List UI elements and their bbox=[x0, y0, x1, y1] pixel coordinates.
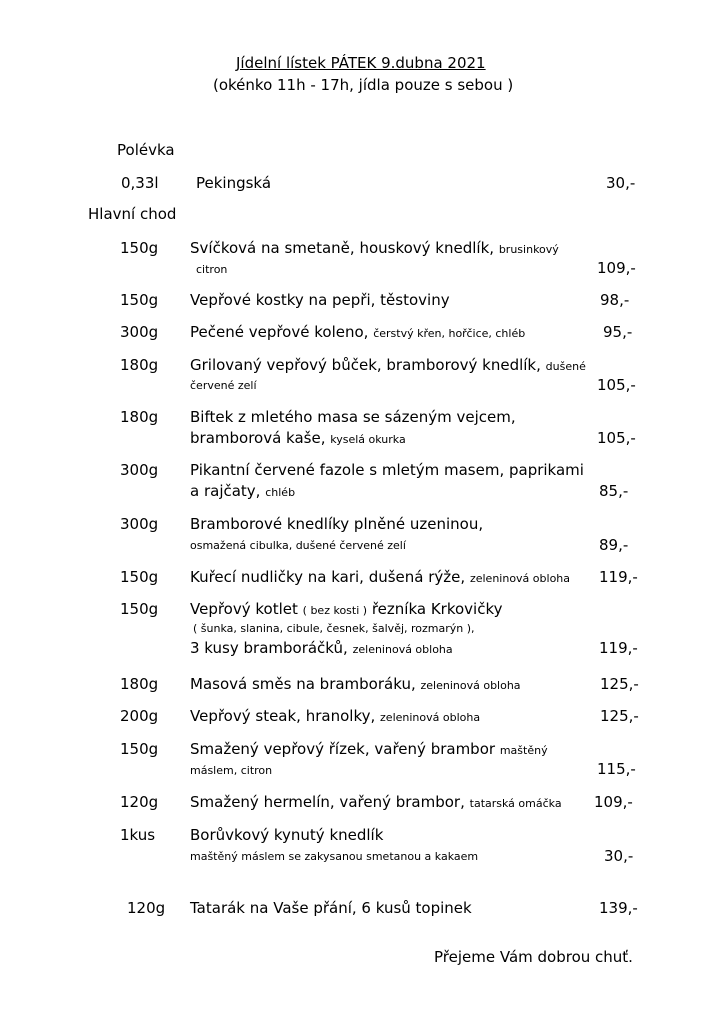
item-weight: 150g bbox=[120, 740, 159, 758]
item-name-text: Masová směs na bramboráku, bbox=[190, 675, 416, 693]
item-side: zeleninová obloha bbox=[469, 572, 571, 585]
item-weight: 180g bbox=[120, 675, 159, 693]
item-weight: 150g bbox=[120, 239, 159, 257]
item-side: maštěný bbox=[499, 744, 548, 757]
special-price: 139,- bbox=[599, 899, 638, 917]
item-weight: 150g bbox=[120, 568, 159, 586]
item-line2-text: a rajčaty, bbox=[190, 482, 261, 500]
item-price: 89,- bbox=[599, 536, 629, 554]
item-name: Biftek z mletého masa se sázeným vejcem, bbox=[190, 408, 516, 426]
item-side: zeleninová obloha bbox=[352, 643, 453, 656]
item-price: 119,- bbox=[599, 639, 638, 657]
item-price: 125,- bbox=[600, 707, 639, 725]
item-weight: 150g bbox=[120, 291, 159, 309]
item-name-text: Smažený vepřový řízek, vařený brambor bbox=[190, 740, 496, 758]
item-price: 109,- bbox=[594, 793, 633, 811]
item-extra: ( šunka, slanina, cibule, česnek, šalvěj, rozmarýn ), bbox=[193, 622, 475, 635]
item-name bbox=[190, 356, 586, 374]
item-side: brusinkový bbox=[498, 243, 559, 256]
item-name bbox=[190, 239, 559, 257]
item-name-text: Grilovaný vepřový bůček, bramborový knedlík, bbox=[190, 356, 541, 374]
section-label-mains: Hlavní chod bbox=[88, 205, 177, 223]
item-name bbox=[190, 675, 521, 693]
item-name-text: Vepřový kotlet bbox=[190, 600, 298, 618]
item-name-text: Svíčková na smetaně, houskový knedlík, bbox=[190, 239, 495, 257]
menu-title: Jídelní lístek PÁTEK 9.dubna 2021 bbox=[236, 54, 486, 72]
item-weight: 180g bbox=[120, 356, 159, 374]
item-side: chléb bbox=[265, 486, 296, 499]
item-name: Borůvkový kynutý knedlík bbox=[190, 826, 384, 844]
item-name-text: Vepřový steak, hranolky, bbox=[190, 707, 376, 725]
item-name-line2 bbox=[190, 429, 406, 447]
item-weight: 300g bbox=[120, 323, 159, 341]
item-side: zeleninová obloha bbox=[380, 711, 481, 724]
item-name-text: Pečené vepřové koleno, bbox=[190, 323, 369, 341]
item-line2-text: bramborová kaše, bbox=[190, 429, 326, 447]
item-price: 115,- bbox=[597, 760, 636, 778]
item-name: Pikantní červené fazole s mletým masem, paprikami bbox=[190, 461, 584, 479]
item-name-line2 bbox=[190, 482, 295, 500]
section-label-soup: Polévka bbox=[117, 141, 175, 159]
item-weight: 300g bbox=[120, 461, 159, 479]
item-name: Bramborové knedlíky plněné uzeninou, bbox=[190, 515, 484, 533]
item-price: 105,- bbox=[597, 429, 636, 447]
item-name-line3 bbox=[190, 639, 453, 657]
item-price: 30,- bbox=[604, 847, 634, 865]
item-name: Vepřové kostky na pepři, těstoviny bbox=[190, 291, 450, 309]
item-price: 119,- bbox=[599, 568, 638, 586]
item-weight: 0,33l bbox=[121, 174, 159, 192]
item-name-text: Kuřecí nudličky na kari, dušená rýže, bbox=[190, 568, 466, 586]
item-price: 125,- bbox=[600, 675, 639, 693]
item-price: 98,- bbox=[600, 291, 630, 309]
item-price: 109,- bbox=[597, 259, 636, 277]
special-name: Tatarák na Vaše přání, 6 kusů topinek bbox=[190, 899, 472, 917]
item-name-text: Smažený hermelín, vařený brambor, bbox=[190, 793, 465, 811]
item-extra: citron bbox=[196, 263, 228, 276]
item-name bbox=[190, 323, 525, 341]
item-weight: 180g bbox=[120, 408, 159, 426]
item-side: kyselá okurka bbox=[330, 433, 406, 446]
item-side: dušené bbox=[545, 360, 586, 373]
item-name bbox=[190, 793, 562, 811]
item-name bbox=[190, 707, 480, 725]
item-extra: červené zelí bbox=[190, 379, 257, 392]
item-price: 85,- bbox=[599, 482, 629, 500]
item-side: tatarská omáčka bbox=[469, 797, 562, 810]
item-name bbox=[190, 600, 503, 618]
menu-subtitle: (okénko 11h - 17h, jídla pouze s sebou ) bbox=[213, 76, 514, 94]
item-side: zeleninová obloha bbox=[420, 679, 521, 692]
item-weight: 300g bbox=[120, 515, 159, 533]
item-note: ( bez kosti ) bbox=[302, 604, 368, 617]
item-weight: 1kus bbox=[120, 826, 156, 844]
item-price: 105,- bbox=[597, 376, 636, 394]
item-extra: maštěný máslem se zakysanou smetanou a kakaem bbox=[190, 850, 479, 863]
item-weight: 120g bbox=[120, 793, 159, 811]
item-weight: 150g bbox=[120, 600, 159, 618]
item-side: čerstvý křen, hořčice, chléb bbox=[373, 327, 526, 340]
item-name: Pekingská bbox=[196, 174, 272, 192]
closing-text: Přejeme Vám dobrou chuť. bbox=[434, 948, 633, 966]
item-line3-text: 3 kusy bramboráčků, bbox=[190, 639, 348, 657]
item-extra: máslem, citron bbox=[190, 764, 273, 777]
item-price: 30,- bbox=[606, 174, 636, 192]
item-extra: osmažená cibulka, dušené červené zelí bbox=[190, 539, 406, 552]
item-name bbox=[190, 568, 570, 586]
item-weight: 200g bbox=[120, 707, 159, 725]
special-weight: 120g bbox=[127, 899, 166, 917]
item-name-cont: řezníka Krkovičky bbox=[371, 600, 503, 618]
item-price: 95,- bbox=[603, 323, 633, 341]
item-name bbox=[190, 740, 548, 758]
